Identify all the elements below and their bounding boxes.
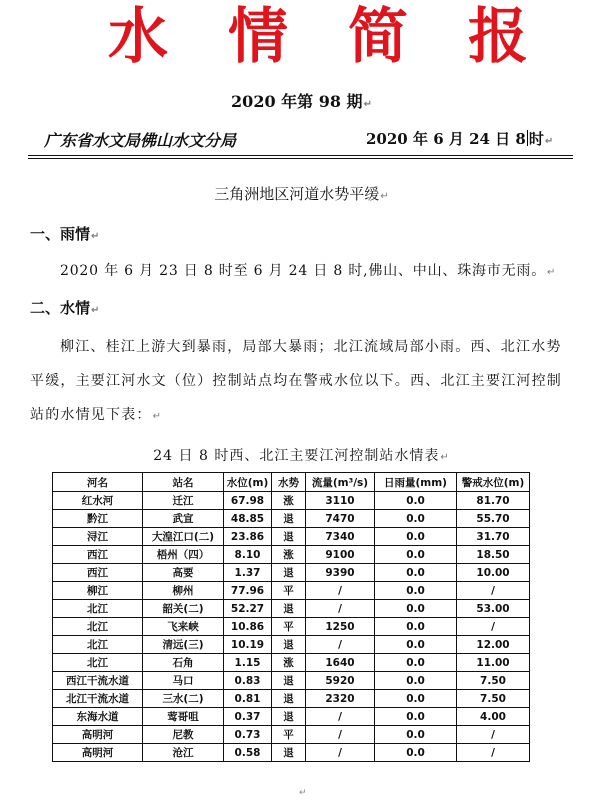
table-cell: 大湟江口(二) [143,528,224,546]
table-cell: 退 [272,672,306,690]
table-cell: 1.15 [224,654,272,672]
table-cell: 10.86 [224,618,272,636]
table-cell: 7.50 [457,690,530,708]
table-cell: 退 [272,600,306,618]
table-row [53,528,530,546]
table-cell: 退 [272,564,306,582]
section-heading-water: 二、水情↵ [30,299,100,317]
table-cell: 0.73 [224,726,272,744]
table-cell: 67.98 [224,492,272,510]
table-cell: 平 [272,582,306,600]
table-row [53,654,530,672]
document-title [108,4,528,70]
table-cell: 0.0 [375,708,457,726]
table-cell: 0.37 [224,708,272,726]
table-cell: 8.10 [224,546,272,564]
table-cell: 1.37 [224,564,272,582]
title-char: 水 [108,2,168,72]
table-cell: 平 [272,618,306,636]
table-cell: 迁江 [143,492,224,510]
table-cell: 23.86 [224,528,272,546]
table-cell: 48.85 [224,510,272,528]
table-cell: 31.70 [457,528,530,546]
table-cell: 55.70 [457,510,530,528]
column-header: 日雨量(mm) [375,473,457,492]
table-cell: 0.81 [224,690,272,708]
table-cell: 西江干流水道 [53,672,143,690]
table-cell: 北江 [53,654,143,672]
table-cell: 0.58 [224,744,272,762]
text-cursor [527,130,528,146]
section-heading-rain: 一、雨情↵ [30,225,100,243]
table-cell: 涨 [272,546,306,564]
table-cell: / [306,636,375,654]
table-cell: 0.0 [375,618,457,636]
header-rule [28,158,573,159]
table-cell: / [306,582,375,600]
table-cell: 3110 [306,492,375,510]
title-char: 情 [228,2,288,72]
table-cell: 2320 [306,690,375,708]
table-cell: 退 [272,690,306,708]
table-cell: 退 [272,636,306,654]
table-cell: 退 [272,528,306,546]
table-cell: 西江 [53,564,143,582]
table-row [53,636,530,654]
table-cell: 柳州 [143,582,224,600]
table-cell: / [457,582,530,600]
table-body [53,492,530,762]
table-cell: 0.0 [375,600,457,618]
table-cell: 高明河 [53,744,143,762]
table-cell: 尼教 [143,726,224,744]
table-cell: 0.0 [375,672,457,690]
table-cell: / [306,600,375,618]
table-cell: 北江干流水道 [53,690,143,708]
table-cell: 7.50 [457,672,530,690]
table-cell: 平 [272,726,306,744]
table-cell: 18.50 [457,546,530,564]
table-cell: / [457,726,530,744]
table-header-row [53,473,530,492]
table-cell: 退 [272,510,306,528]
table-row [53,690,530,708]
table-cell: 0.0 [375,744,457,762]
table-cell: 红水河 [53,492,143,510]
table-cell: 1250 [306,618,375,636]
title-char: 报 [468,2,528,72]
table-cell: 9100 [306,546,375,564]
table-cell: 马口 [143,672,224,690]
table-row [53,582,530,600]
table-row [53,708,530,726]
table-row [53,492,530,510]
table-cell: / [457,618,530,636]
table-cell: 柳江 [53,582,143,600]
table-cell: 石角 [143,654,224,672]
table-caption: 24 日 8 时西、北江主要江河控制站水情表↵ [153,448,450,464]
table-row [53,600,530,618]
issue-number: 2020 年第 98 期↵ [231,92,372,111]
table-cell: 5920 [306,672,375,690]
table-cell: 0.0 [375,528,457,546]
table-cell: 0.83 [224,672,272,690]
table-cell: 浔江 [53,528,143,546]
table-cell: 4.00 [457,708,530,726]
table-cell: / [457,744,530,762]
table-cell: 高要 [143,564,224,582]
table-row [53,672,530,690]
table-cell: 7470 [306,510,375,528]
column-header: 水势 [272,473,306,492]
table-cell: 0.0 [375,582,457,600]
table-cell: 9390 [306,564,375,582]
table-cell: 黔江 [53,510,143,528]
table-cell: 53.00 [457,600,530,618]
headline: 三角洲地区河道水势平缓↵ [214,185,389,203]
table-cell: 梧州（四） [143,546,224,564]
publish-date[interactable]: 2020 年 6 月 24 日 8 时↵ [366,130,554,148]
table-cell: 0.0 [375,546,457,564]
table-cell: 11.00 [457,654,530,672]
table-cell: 东海水道 [53,708,143,726]
table-row [53,564,530,582]
water-paragraph: 柳江、桂江上游大到暴雨，局部大暴雨；北江流域局部小雨。西、北江水势平缓，主要江河水文（位）控制站点均在警戒水位以下。西、北江主要江河控制站的水情见下表：↵ [30,339,562,423]
table-cell: 涨 [272,492,306,510]
table-cell: 12.00 [457,636,530,654]
page-footer-mark: ↵ [299,788,307,798]
title-char: 简 [348,2,408,72]
table-cell: 清远(三) [143,636,224,654]
table-cell: 10.00 [457,564,530,582]
column-header: 水位(m) [224,473,272,492]
organization: 广东省水文局佛山水文分局 [44,131,237,150]
table-cell: 52.27 [224,600,272,618]
table-row [53,546,530,564]
header-rule [28,155,573,156]
table-cell: 退 [272,744,306,762]
table-row [53,618,530,636]
table-cell: 涨 [272,654,306,672]
table-cell: 0.0 [375,492,457,510]
table-cell: 0.0 [375,510,457,528]
table-cell: 飞来峡 [143,618,224,636]
table-row [53,510,530,528]
table-cell: 1640 [306,654,375,672]
table-row [53,726,530,744]
table-cell: 武宣 [143,510,224,528]
table-cell: 0.0 [375,636,457,654]
table-cell: 西江 [53,546,143,564]
table-cell: 0.0 [375,654,457,672]
table-cell: / [306,708,375,726]
table-cell: 高明河 [53,726,143,744]
column-header: 警戒水位(m) [457,473,530,492]
column-header: 站名 [143,473,224,492]
rain-paragraph: 2020 年 6 月 23 日 8 时至 6 月 24 日 8 时,佛山、中山、珠海市无雨。↵ [60,263,557,279]
table-cell: 退 [272,708,306,726]
column-header: 流量(m³/s) [306,473,375,492]
table-cell: 81.70 [457,492,530,510]
table-cell: 7340 [306,528,375,546]
table-cell: 0.0 [375,564,457,582]
table-cell: 莺哥咀 [143,708,224,726]
water-level-table [52,472,530,762]
table-cell: 韶关(二) [143,600,224,618]
table-cell: 三水(二) [143,690,224,708]
table-cell: / [306,744,375,762]
table-cell: 77.96 [224,582,272,600]
table-cell: 10.19 [224,636,272,654]
table-cell: 沧江 [143,744,224,762]
table-cell: 北江 [53,636,143,654]
table-cell: 北江 [53,600,143,618]
table-row [53,744,530,762]
table-cell: / [306,726,375,744]
table-cell: 北江 [53,618,143,636]
column-header: 河名 [53,473,143,492]
table-cell: 0.0 [375,726,457,744]
table-cell: 0.0 [375,690,457,708]
